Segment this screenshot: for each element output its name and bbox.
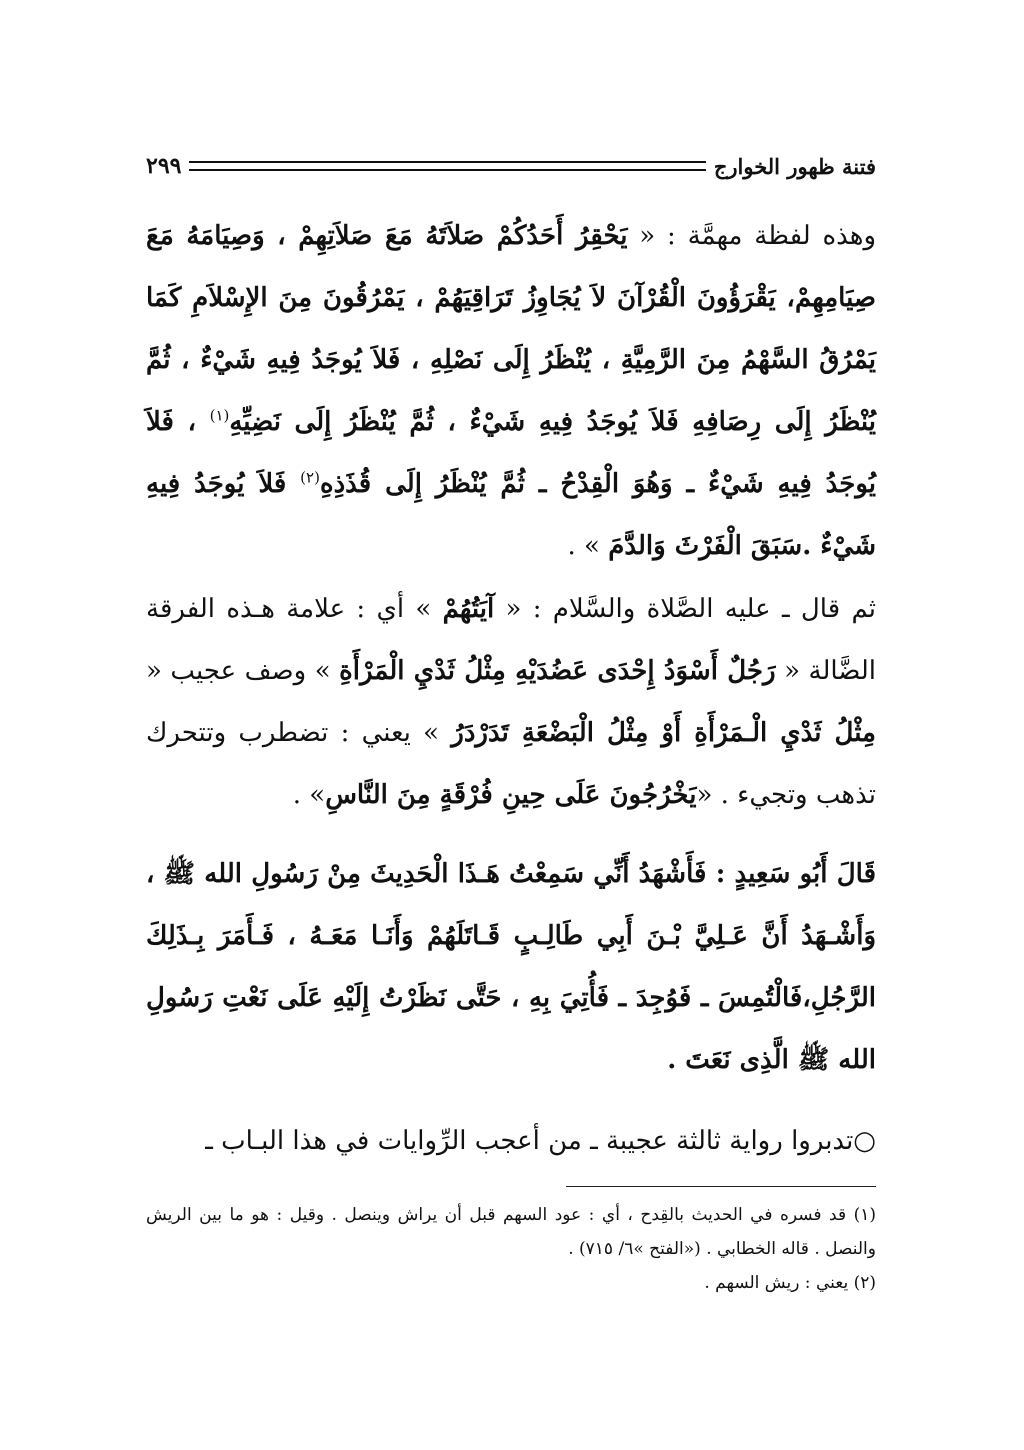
footnote-separator (566, 1186, 876, 1187)
p2-text-1: ثم قال ـ عليه الصَّلاة والسَّلام : « (494, 594, 876, 624)
footnotes (146, 1198, 876, 1300)
p2-text-5: » . (292, 780, 326, 810)
hadith-quote-part-c: فَلاَ يُوجَدُ فِيهِ شَيْءٌ .سَبَقَ الْفَرْثَ وَالدَّمَ (146, 469, 876, 561)
paragraph1-intro: وهذه لفظة مهمَّة : « (627, 221, 876, 251)
p2-text-4: » يعني : تضطرب وتتحرك تذهب وتجيء . « (146, 718, 876, 810)
footnote-ref-2: (٢) (300, 468, 320, 487)
page-number: ٢٩٩ (146, 153, 182, 179)
p2-text-2: » أي : علامة هـذه الفرقة الضَّالة « (146, 594, 876, 686)
footnote-2: (٢) يعني : ريش السهم . (704, 1273, 876, 1293)
p2-quote-2: رَجُلٌ أَسْوَدُ إِحْدَى عَضُدَيْهِ مِثْلُ ثَدْيِ الْمَرْأَةِ (339, 656, 776, 686)
hadith-quote-part-a: يَحْقِرُ أَحَدُكُمْ صَلاَتَهُ مَعَ صَلاَتِهِمْ ، وَصِيَامَهُ مَعَ صِيَامِهِمْ، يَقْرَؤُونَ الْقُرْآنَ لاَ يُجَاوِزُ تَرَاقِيَهُمْ ، يَمْرُقُونَ مِنَ الإِسْلاَمِ كَمَا يَمْرُقُ السَّهْمُ مِنَ الرَّمِيَّةِ ، يُنْظَرُ إِلَى نَصْلِهِ ، فَلاَ يُوجَدُ فِيهِ شَيْءٌ ، ثُمَّ يُنْظَرُ إِلَى رِصَافِهِ فَلاَ يُوجَدُ فِيهِ شَيْءٌ ، ثُمَّ يُنْظَرُ إِلَى نَضِيِّهِ (146, 221, 876, 437)
p2-quote-4: يَخْرُجُونَ عَلَى حِينِ فُرْقَةٍ مِنَ النَّاسِ (325, 780, 697, 810)
hadith-quote-part-b: ، فَلاَ يُوجَدُ فِيهِ شَيْءٌ ـ وَهُوَ الْقِدْحُ ـ ثُمَّ يُنْظَرُ إِلَى قُذَذِهِ (146, 407, 877, 499)
footnote-ref-1: (١) (209, 406, 230, 425)
running-title: فتنة ظهور الخوارج (713, 153, 876, 179)
paragraph-third-narration: ○تدبروا رواية ثالثة عجيبة ـ من أعجب الرِّوايات في هذا البـاب ـ (205, 1126, 876, 1156)
p2-text-3: » وصف عجيب « (146, 656, 340, 686)
paragraph-hadith-description (146, 205, 876, 577)
p2-quote-1: آيَتُهُمْ (442, 594, 495, 624)
footnote-1: (١) قد فسره في الحديث بالقِدح ، أي : عود السهم قبل أن يراش وينصل . وقيل : هو ما بين الريش والنصل . قاله الخطابي . («الفتح »٦/ ٧١٥) . (146, 1205, 876, 1259)
paragraph-sign-of-sect (146, 578, 876, 826)
p2-quote-3: مِثْلُ ثَدْيِ الْـمَرْأَةِ أَوْ مِثْلُ الْبَضْعَةِ تَدَرْدَرُ (451, 718, 876, 748)
paragraph-abu-said-testimony: قَالَ أَبُو سَعِيدٍ : فَأَشْهَدُ أَنِّي سَمِعْتُ هَـذَا الْحَدِيثَ مِنْ رَسُولِ الله ﷺ ، وَأَشْـهَدُ أَنَّ عَـلِيَّ بْـنَ أَبِي طَالِـبٍ قَـاتَلَهُمْ وَأَنَـا مَعَـهُ ، فَـأَمَرَ بِـذَلِكَ الرَّجُلِ،فَالْتُمِسَ ـ فَوُجِدَ ـ فَأُتِيَ بِهِ ، حَتَّى نَظَرْتُ إِلَيْهِ عَلَى نَعْتِ رَسُولِ الله ﷺ الَّذِى نَعَتَ . (146, 859, 876, 1075)
paragraph1-end: » . (567, 531, 609, 561)
page-header (146, 148, 876, 184)
header-rule (189, 161, 705, 171)
